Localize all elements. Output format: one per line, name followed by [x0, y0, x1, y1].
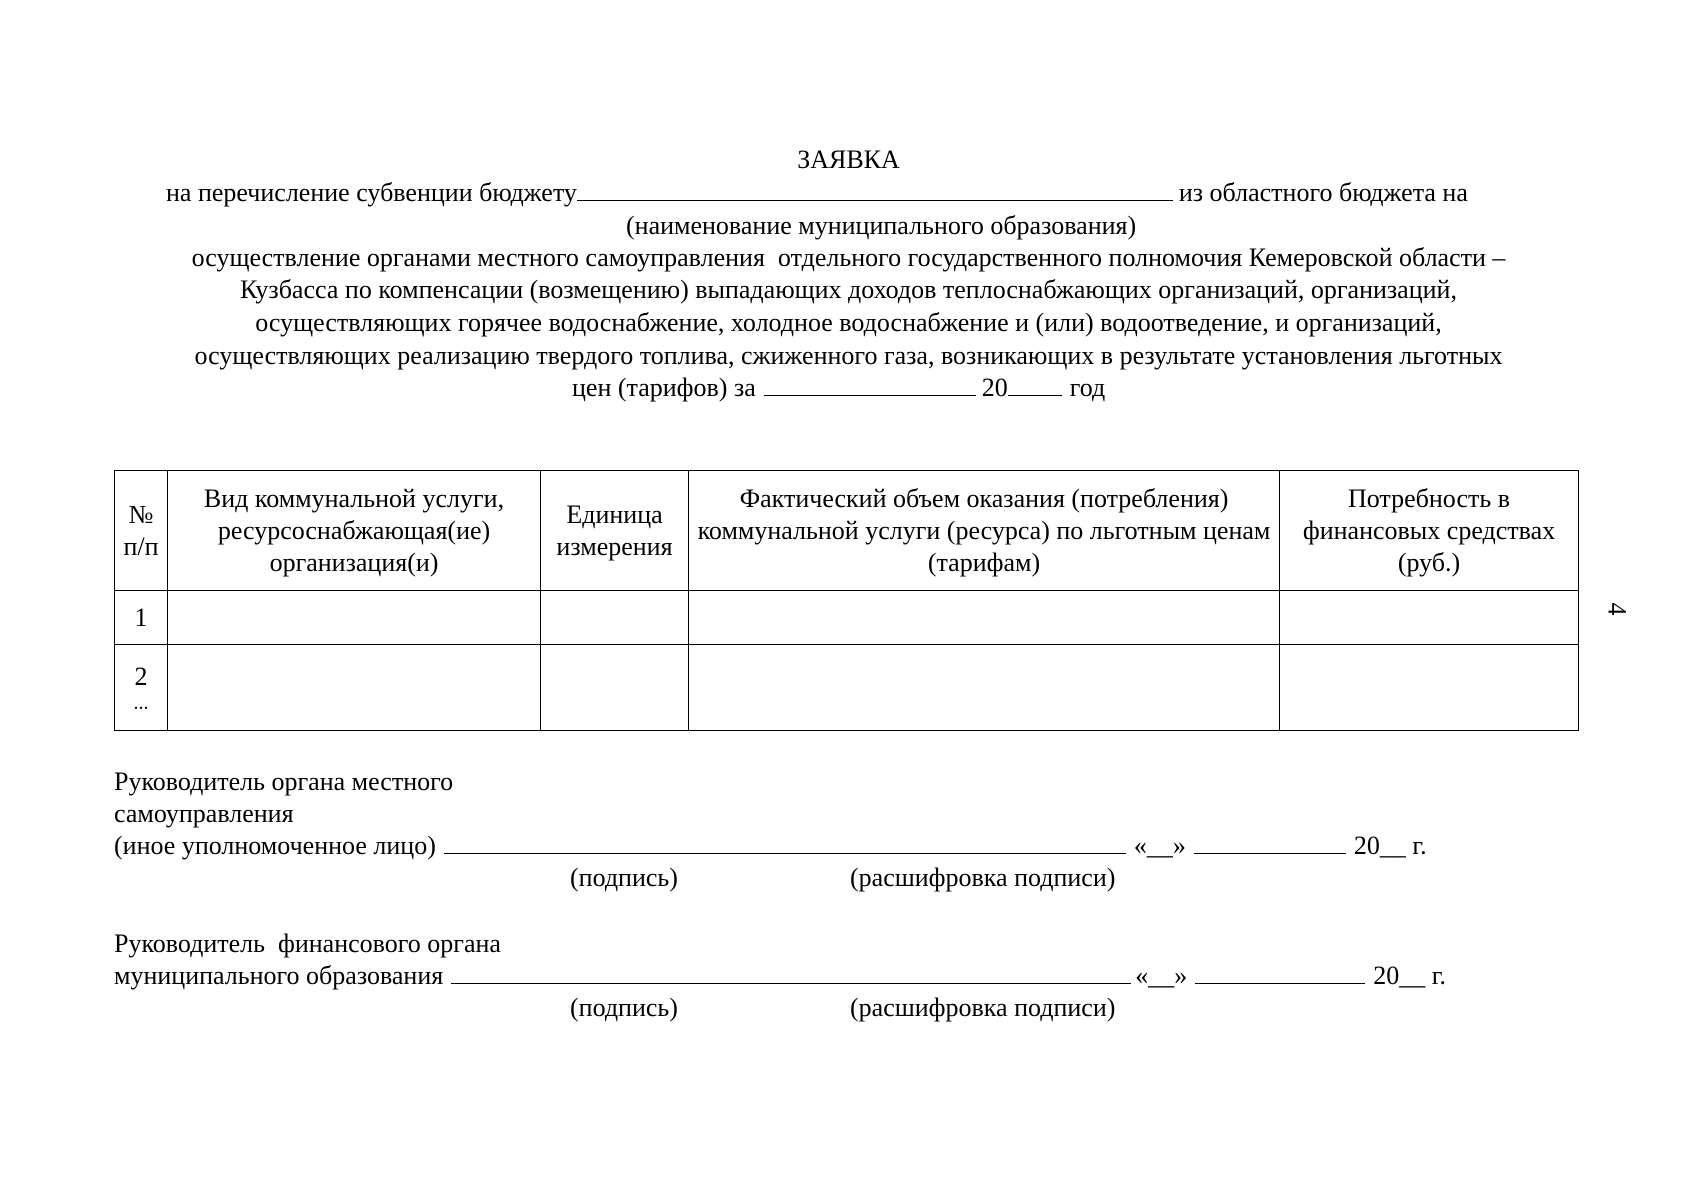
header-volume: Фактический объем оказания (потребления) коммунальной услуги (ресурса) по льготным ценам (тарифам) [689, 471, 1280, 591]
header-body-line-4: осуществляющих реализацию твердого топлива, сжиженного газа, возникающих в результате установления льготных [194, 341, 1503, 370]
sig2-date-quote: «__» [1135, 961, 1188, 990]
row-2-num-extra: ... [133, 691, 149, 714]
row-2-num-cell [115, 645, 168, 731]
sig1-year: 20__ [1353, 831, 1406, 860]
sig2-caption-decode: (расшифровка подписи) [850, 993, 1116, 1022]
table-row [115, 645, 1579, 731]
header-unit: Единица измерения [541, 471, 689, 591]
municipality-blank[interactable] [577, 178, 1173, 201]
sig1-year-suffix: г. [1412, 831, 1427, 860]
year-prefix: 20 [981, 373, 1008, 402]
sig1-label: (иное уполномоченное лицо) [114, 831, 436, 860]
page-number: 4 [1602, 602, 1632, 616]
header-num: № п/п [115, 471, 168, 591]
header-last-line [572, 372, 1105, 404]
header-line-1-before: на перечисление субвенции бюджету [166, 178, 577, 207]
sig1-signature-blank[interactable] [444, 831, 1126, 854]
sig2-signature-blank[interactable] [451, 961, 1131, 984]
row-1-funds[interactable] [1280, 591, 1579, 645]
year-blank[interactable] [1008, 373, 1062, 396]
table-row [115, 591, 1579, 645]
document-title: ЗАЯВКА [797, 145, 900, 174]
header-last-after: год [1069, 373, 1106, 402]
sig2-line-1: Руководитель финансового органа [114, 929, 501, 958]
row-1-service[interactable] [168, 591, 541, 645]
row-2-num: 2 [134, 661, 148, 691]
header-body-line-3: осуществляющих горячее водоснабжение, холодное водоснабжение и (или) водоотведение, и организаций, [255, 308, 1442, 337]
sig1-caption-sign: (подпись) [570, 863, 678, 892]
row-1-unit[interactable] [541, 591, 689, 645]
sig2-year-suffix: г. [1431, 961, 1446, 990]
row-2-volume[interactable] [689, 645, 1280, 731]
header-line-1-after: из областного бюджета на [1178, 178, 1468, 207]
sig2-caption-sign: (подпись) [570, 993, 678, 1022]
subvention-table [114, 470, 1579, 731]
row-1-volume[interactable] [689, 591, 1280, 645]
header-service: Вид коммунальной услуги, ресурсоснабжающая(ие) организация(и) [168, 471, 541, 591]
municipality-caption: (наименование муниципального образования) [626, 211, 1137, 240]
period-blank[interactable] [764, 373, 976, 396]
sig1-date-quote: «__» [1133, 831, 1186, 860]
header-line-1 [166, 177, 1468, 209]
table-header-row [115, 471, 1579, 591]
row-1-num: 1 [115, 591, 168, 645]
sig2-label: муниципального образования [114, 961, 444, 990]
row-2-funds[interactable] [1280, 645, 1579, 731]
header-funds: Потребность в финансовых средствах (руб.) [1280, 471, 1579, 591]
sig1-caption-decode: (расшифровка подписи) [850, 863, 1116, 892]
sig2-line-2 [114, 960, 1446, 992]
sig2-month-blank[interactable] [1195, 961, 1365, 984]
sig1-line-3 [114, 830, 1427, 862]
sig1-month-blank[interactable] [1194, 831, 1346, 854]
sig2-year: 20__ [1373, 961, 1426, 990]
sig1-line-2: самоуправления [114, 799, 294, 828]
row-2-service[interactable] [168, 645, 541, 731]
sig1-line-1: Руководитель органа местного [114, 767, 454, 796]
header-body-line-1: осуществление органами местного самоуправления отдельного государственного полномочия Кемеровской области – [191, 243, 1506, 272]
header-body-line-2: Кузбасса по компенсации (возмещению) выпадающих доходов теплоснабжающих организаций, организаций, [240, 275, 1457, 304]
header-last-before: цен (тарифов) за [572, 373, 756, 402]
row-2-unit[interactable] [541, 645, 689, 731]
